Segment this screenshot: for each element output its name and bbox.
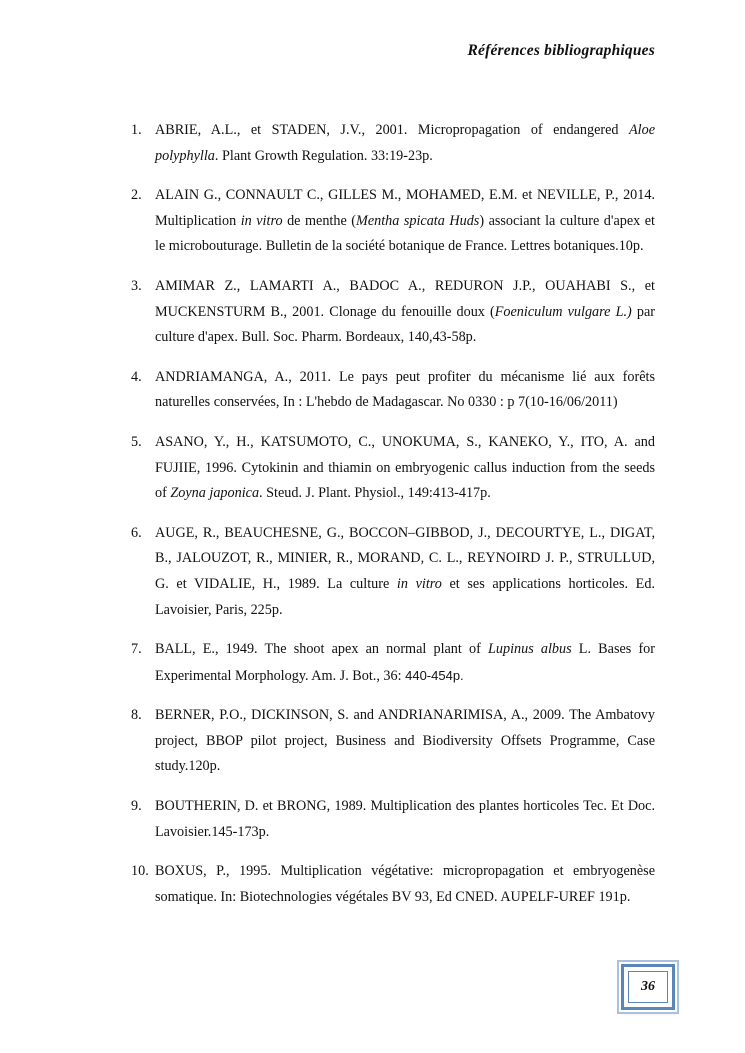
reference-item bbox=[131, 183, 655, 260]
reference-item bbox=[131, 703, 655, 780]
reference-text: ANDRIAMANGA, A., 2011. Le pays peut profiter du mécanisme lié aux forêts naturelles conservées, In : L'hebdo de Madagascar. No 0330 : p 7(10-16/06/2011) bbox=[155, 368, 655, 411]
reference-text: ABRIE, A.L., et STADEN, J.V., 2001. Micropropagation of endangered Aloe polyphylla. Plant Growth Regulation. 33:19-23p. bbox=[155, 122, 655, 164]
reference-number: 9. bbox=[131, 798, 142, 815]
reference-text: AMIMAR Z., LAMARTI A., BADOC A., REDURON J.P., OUAHABI S., et MUCKENSTURM B., 2001. Clonage du fenouille doux (Foeniculum vulgare L.) par culture d'apex. Bull. Soc. Pharm. Bordeaux, 140,43-58p. bbox=[155, 277, 655, 346]
reference-number: 4. bbox=[131, 368, 142, 385]
reference-item bbox=[131, 430, 655, 507]
reference-number: 1. bbox=[131, 122, 142, 138]
reference-text: ALAIN G., CONNAULT C., GILLES M., MOHAMED, E.M. et NEVILLE, P., 2014. Multiplication in vitro de menthe (Mentha spicata Huds) associant la culture d'apex et le microbouturage. Bulletin de la société botanique de France. Lettres botaniques.10p. bbox=[155, 187, 655, 255]
reference-item bbox=[131, 859, 655, 910]
reference-number: 8. bbox=[131, 707, 142, 724]
reference-number: 5. bbox=[131, 433, 142, 450]
reference-item bbox=[131, 794, 655, 845]
page-number-badge bbox=[621, 964, 675, 1010]
reference-item bbox=[131, 274, 655, 351]
reference-number: 7. bbox=[131, 641, 142, 658]
page-header-title: Références bibliographiques bbox=[467, 42, 655, 59]
page-number: 36 bbox=[628, 971, 668, 1003]
reference-text: BALL, E., 1949. The shoot apex an normal plant of Lupinus albus L. Bases for Experimental Morphology. Am. J. Bot., 36: 440-454p. bbox=[155, 641, 655, 684]
reference-text: BERNER, P.O., DICKINSON, S. and ANDRIANARIMISA, A., 2009. The Ambatovy project, BBOP pilot project, Business and Biodiversity Offsets Programme, Case study.120p. bbox=[155, 707, 655, 775]
reference-text: ASANO, Y., H., KATSUMOTO, C., UNOKUMA, S., KANEKO, Y., ITO, A. and FUJIIE, 1996. Cytokinin and thiamin on embryogenic callus induction from the seeds of Zoyna japonica. Steud. J. Plant. Physiol., 149:413-417p. bbox=[155, 433, 655, 502]
reference-number: 6. bbox=[131, 524, 142, 541]
reference-number: 3. bbox=[131, 277, 142, 294]
reference-number: 2. bbox=[131, 187, 142, 204]
reference-text: BOXUS, P., 1995. Multiplication végétative: micropropagation et embryogenèse somatique. In: Biotechnologies végétales BV 93, Ed CNED. AUPELF-UREF 191p. bbox=[155, 863, 655, 905]
reference-text: BOUTHERIN, D. et BRONG, 1989. Multiplication des plantes horticoles Tec. Et Doc. Lavoisier.145-173p. bbox=[155, 798, 655, 840]
reference-item bbox=[131, 637, 655, 689]
reference-item bbox=[131, 118, 655, 169]
reference-item bbox=[131, 365, 655, 416]
reference-item bbox=[131, 521, 655, 623]
reference-list bbox=[131, 118, 655, 924]
reference-number: 10. bbox=[131, 863, 149, 880]
reference-text: AUGE, R., BEAUCHESNE, G., BOCCON–GIBBOD, J., DECOURTYE, L., DIGAT, B., JALOUZOT, R., MINIER, R., MORAND, C. L., REYNOIRD J. P., STRULLUD, G. et VIDALIE, H., 1989. La culture in vitro et ses applications horticoles. Ed. Lavoisier, Paris, 225p. bbox=[155, 524, 655, 618]
